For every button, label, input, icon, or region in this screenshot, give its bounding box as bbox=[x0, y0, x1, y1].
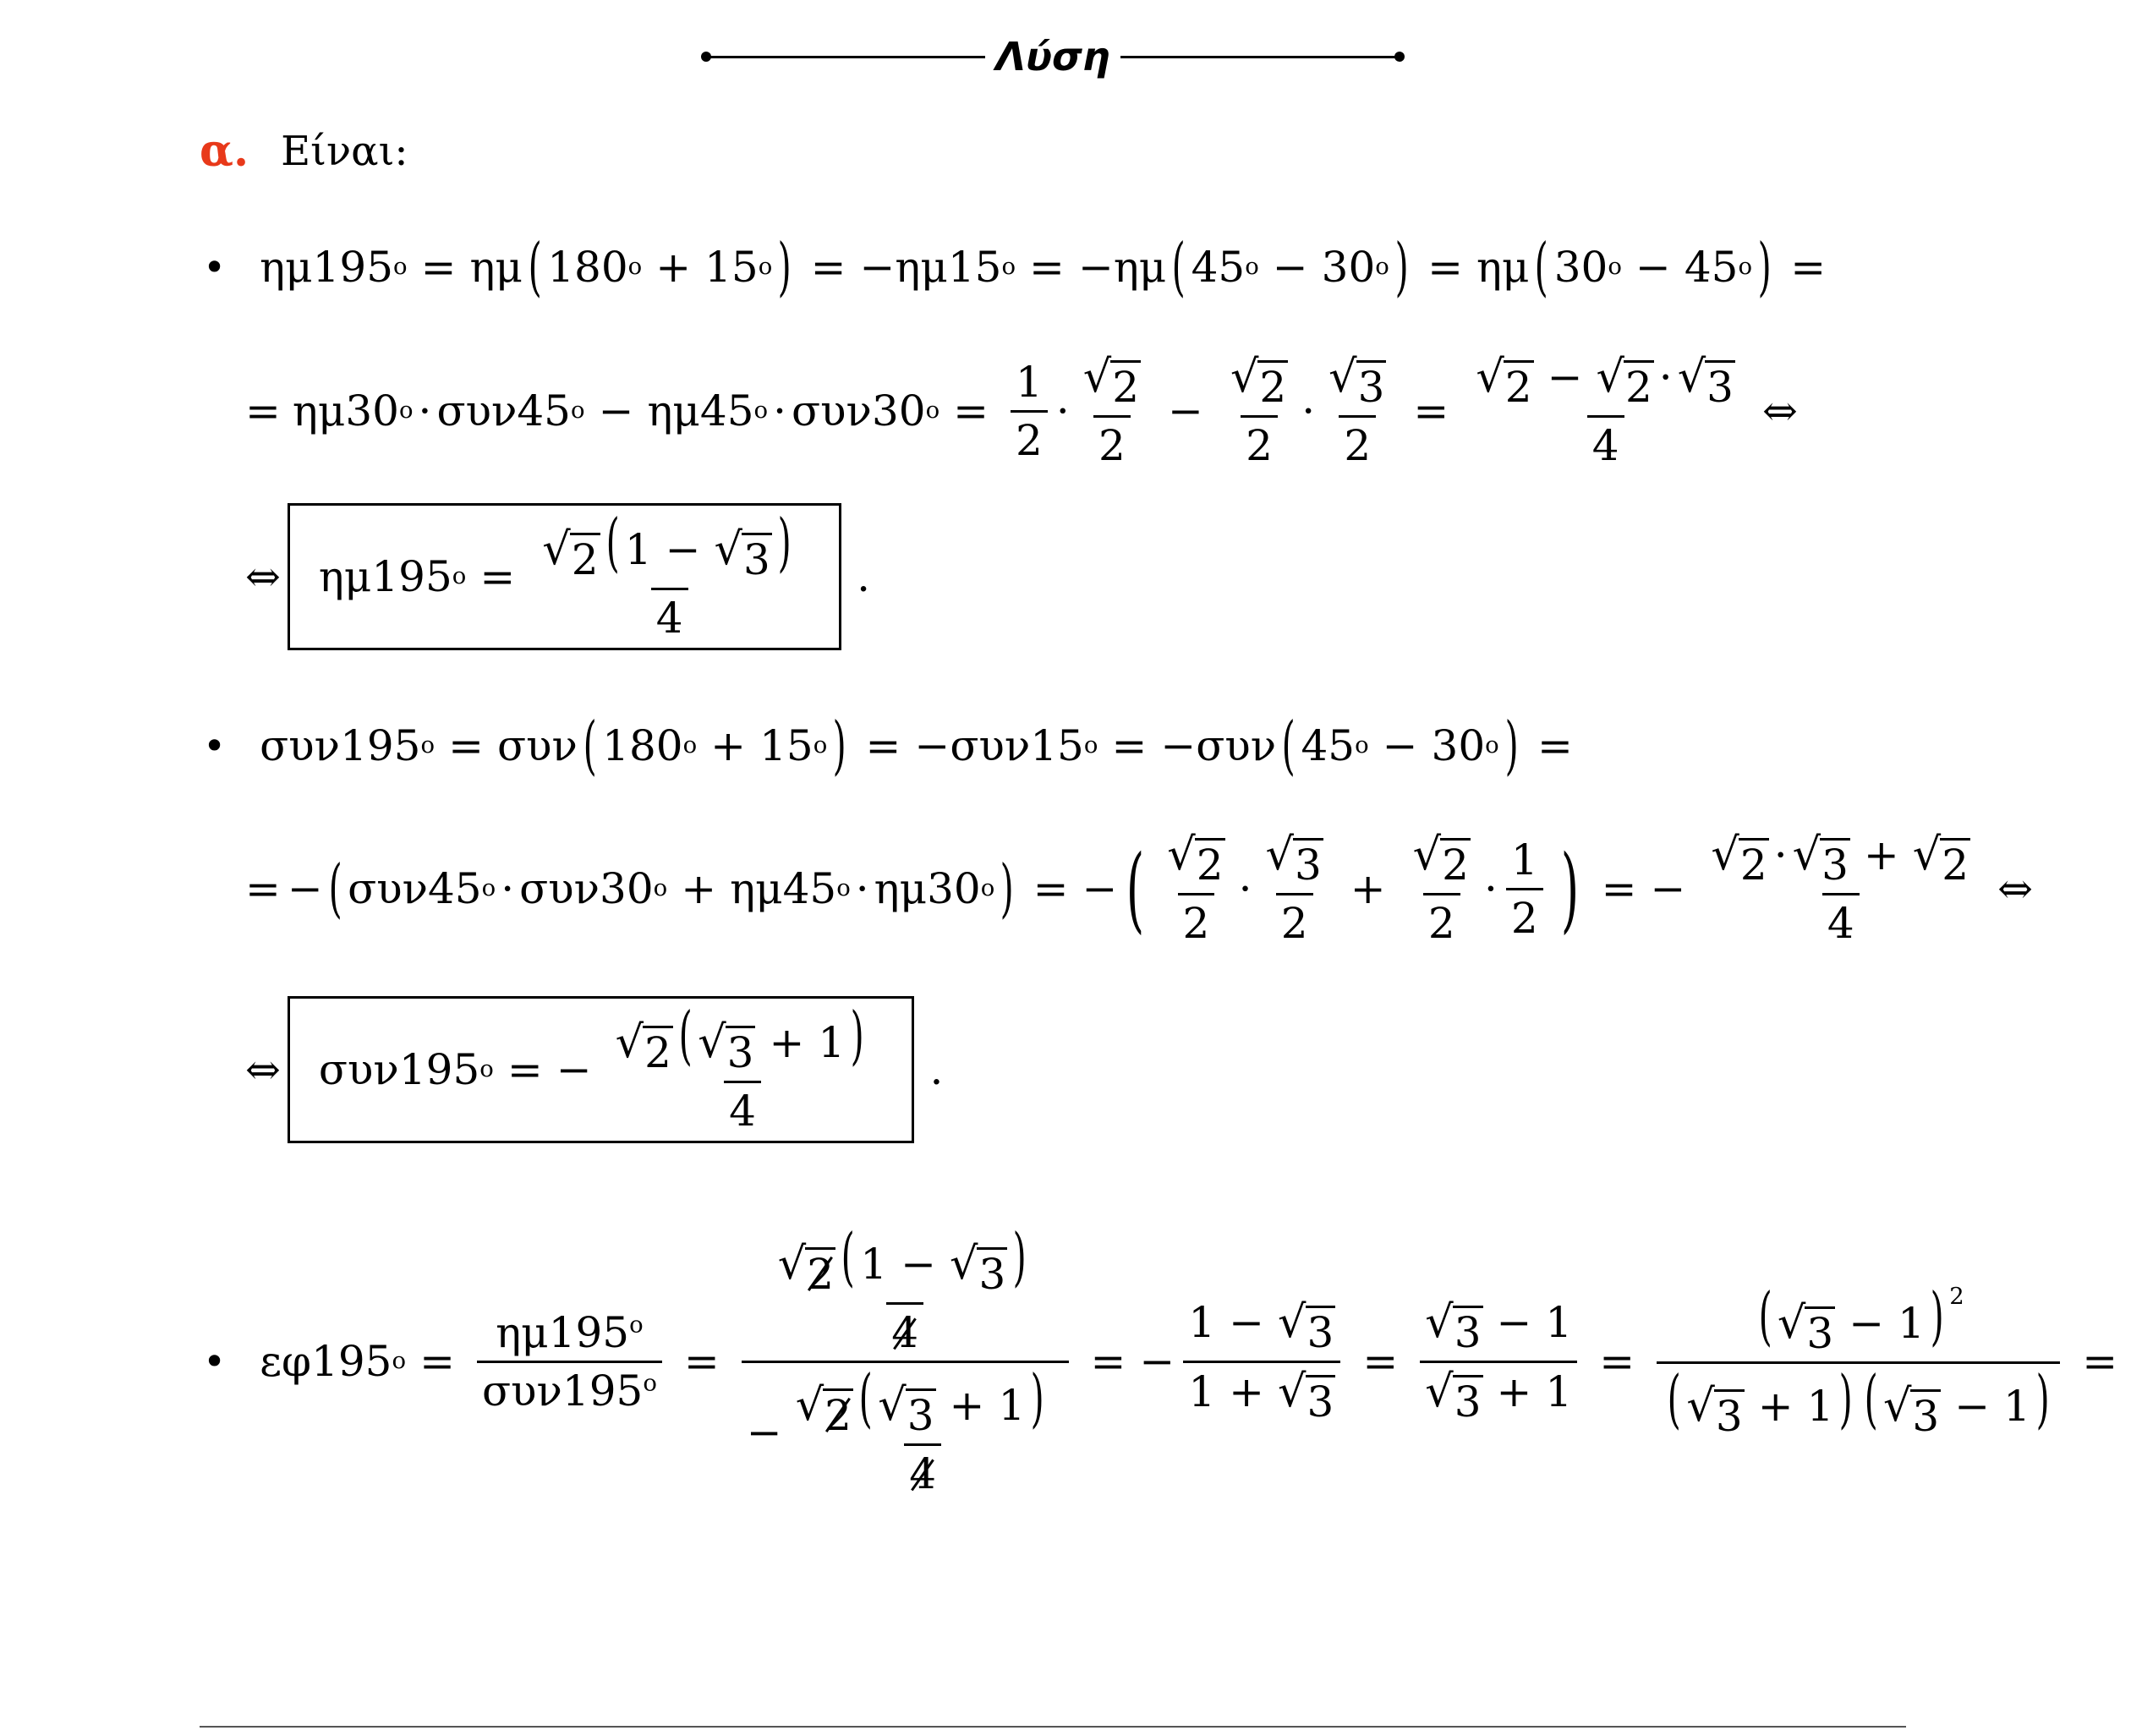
bullet: • bbox=[203, 1339, 227, 1384]
sin-line-1: • ημ 195 o = ημ ( 180 o + 15 o ) = − ημ 15 o = − ημ ( 45 o − 30 o ) = ημ ( 30 o − 45 o ) = bbox=[203, 229, 1827, 304]
tan-line: • εφ 195 o = $\frac{\eta\mu 195^o}{\sigma\upsilon\nu 195^o}$ = √ 2 ( 1 − √ 3 ) 4 − √ 2 ( √ 3 + 1) 4 = − 1 − √ 3 1 + √ 3 = √ 3 − 1 √ 3 + 1 = ( √ 3 − 1) $^2$ ( √ 3 + 1) ( √ 3 − 1) = bbox=[203, 1218, 2118, 1498]
complex-fraction: √ 2 ( 1 − √ 3 ) 4 − √ 2 ( √ 3 + 1) 4 bbox=[742, 1229, 1069, 1495]
part-a-heading bbox=[200, 125, 408, 177]
header-title: Λύση bbox=[995, 34, 1110, 79]
part-a-label: α. bbox=[200, 125, 249, 177]
sin-result: ⇔ ημ 195 o = √ 2 ( 1 − √ 3 ) 4 . bbox=[245, 503, 870, 650]
bullet: • bbox=[203, 722, 227, 769]
header-rule-left bbox=[706, 56, 985, 58]
cos-line-1: • συν 195 o = συν ( 180 o + 15 o ) = − συν 15 o = − συν ( 45 o − 30 o ) = bbox=[203, 708, 1573, 782]
cos-line-2: = − ( συν 45 o · συν 30 o + ημ 45 o · ημ 30 o ) = − ( √ 2 2 · √ 3 2 + √ 2 2 · $\frac{1}{2}$ ) = − √ 2 · √ 3 + √ 2 4 ⇔ bbox=[245, 829, 2033, 948]
footer-rule bbox=[200, 1726, 1906, 1728]
header-dot-left bbox=[701, 52, 711, 62]
sin-line-2: = ημ 30 o · συν 45 o − ημ 45 o · συν 30 o = $\frac{1}{2}$ · √ 2 2 − √ 2 2 · √ 3 2 = √ 2 − √ 2 · √ 3 4 ⇔ bbox=[245, 351, 1798, 470]
cos-result: ⇔ συν 195 o = − √ 2 ( √ 3 + 1) 4 . bbox=[245, 996, 943, 1143]
bullet: • bbox=[203, 244, 227, 290]
cos-result-box: συν 195 o = − √ 2 ( √ 3 + 1) 4 bbox=[288, 996, 915, 1143]
sin-result-box: ημ 195 o = √ 2 ( 1 − √ 3 ) 4 bbox=[288, 503, 841, 650]
header-dot-right bbox=[1394, 52, 1405, 62]
header-rule-right bbox=[1120, 56, 1400, 58]
part-a-intro: Είναι: bbox=[281, 127, 408, 175]
